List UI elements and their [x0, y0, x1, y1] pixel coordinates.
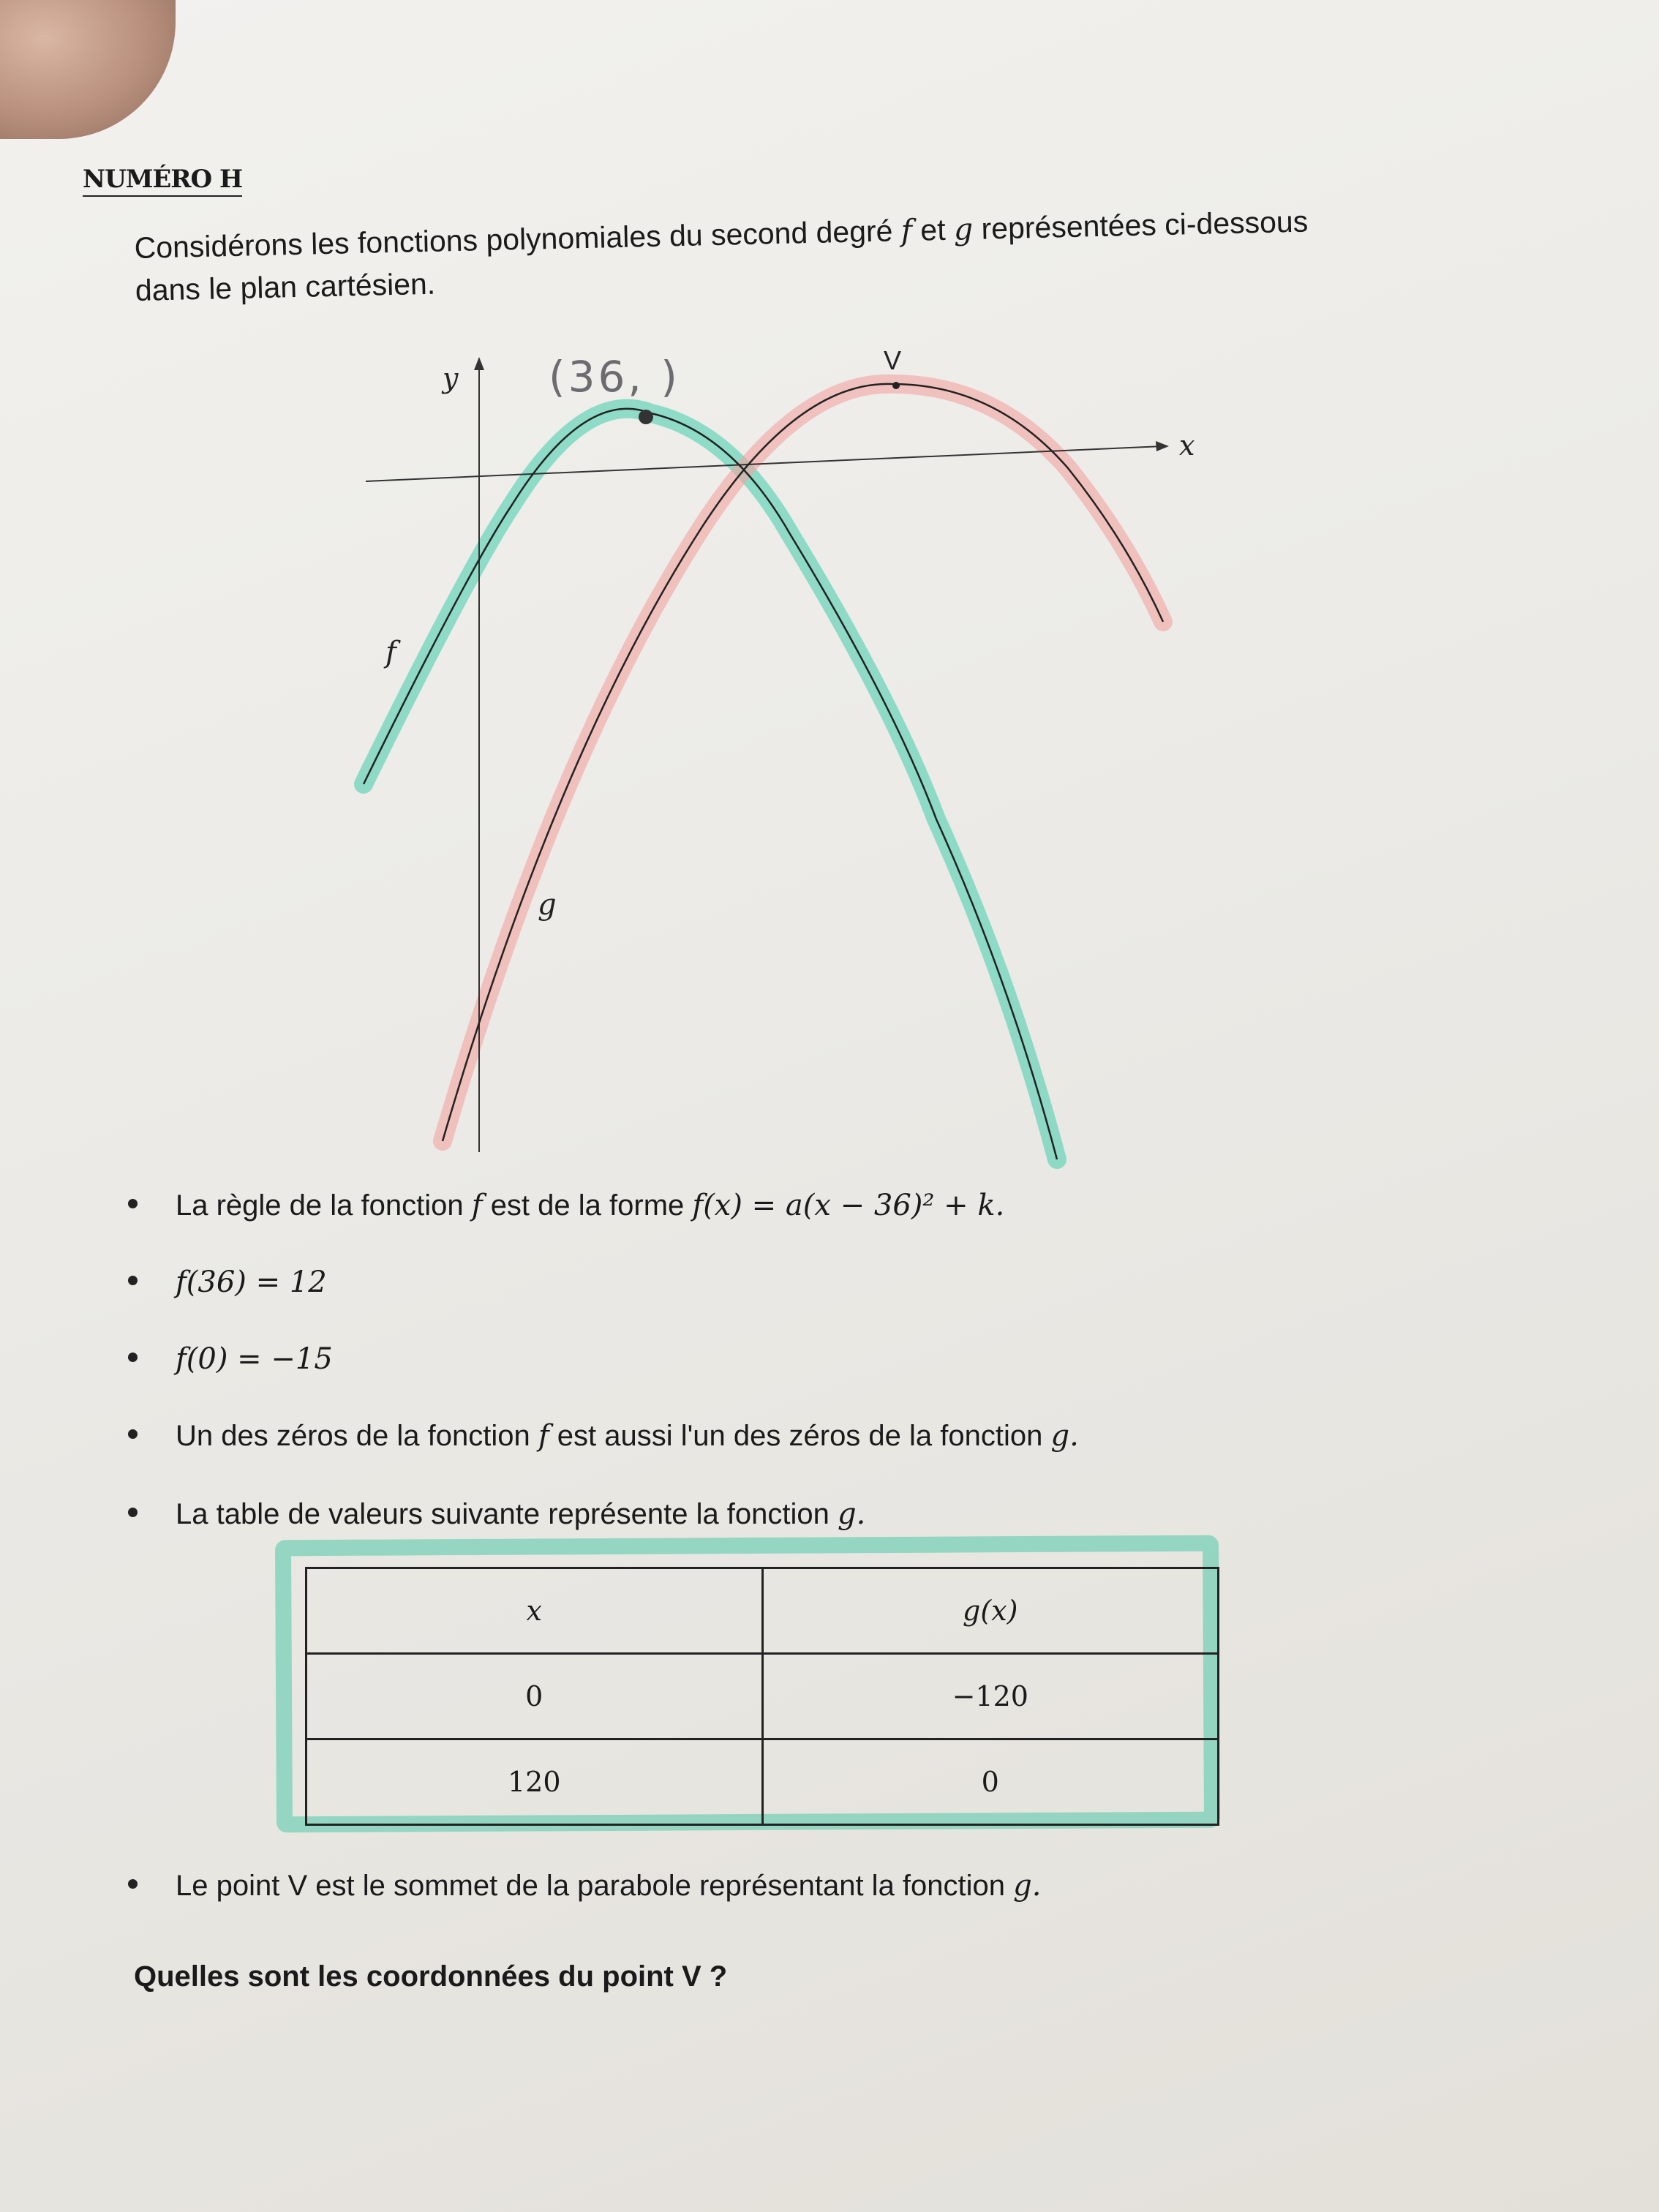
g-highlight: [443, 384, 1163, 1141]
problem-heading: NUMÉRO H: [83, 165, 242, 197]
list-item: [128, 1189, 1004, 1222]
curve-g: [443, 384, 1163, 1141]
bullet-dot: [128, 1508, 138, 1517]
y-axis-arrow: [474, 357, 484, 370]
curve-g-label: g: [538, 888, 557, 922]
bullet-math: f(0) = −15: [176, 1342, 333, 1376]
handwritten-note: (36, ): [549, 352, 680, 402]
table-cell: 0: [306, 1654, 763, 1739]
bullet-math: f: [538, 1419, 549, 1453]
list-item: [128, 1497, 865, 1531]
table-cell: 120: [306, 1739, 763, 1825]
list-item: [128, 1265, 327, 1299]
vertex-v-dot: [892, 382, 900, 389]
intro-g: g: [953, 211, 974, 247]
intro-text-2: représentées ci-dessous: [972, 204, 1309, 246]
intro-text-1: Considérons les fonctions polynomiales du second degré: [134, 214, 902, 265]
intro-f: f: [900, 212, 913, 249]
bullet-math: f(x) = a(x − 36)² + k.: [692, 1189, 1005, 1222]
bullet-dot: [128, 1353, 138, 1362]
values-table: [305, 1567, 1219, 1826]
y-axis-label: y: [443, 362, 459, 394]
x-axis-arrow: [1156, 441, 1169, 451]
bullet-text: est aussi l'un des zéros de la fonction: [557, 1420, 1043, 1452]
table-row: [306, 1739, 1219, 1825]
bullet-dot: [128, 1199, 138, 1208]
question-text: Quelles sont les coordonnées du point V ?: [134, 1960, 728, 1993]
bullet-math: g.: [838, 1497, 866, 1531]
list-item: [128, 1869, 1041, 1903]
cartesian-graph: [0, 315, 1659, 1178]
table-header-x: x: [306, 1568, 763, 1654]
bullet-math: g.: [1050, 1419, 1079, 1453]
bullet-text: La règle de la fonction: [176, 1189, 464, 1222]
bullet-text: Le point V est le sommet de la parabole représentant la fonction: [176, 1870, 1006, 1902]
table-cell: −120: [762, 1654, 1219, 1739]
bullet-dot: [128, 1276, 138, 1285]
bullet-math: f: [471, 1189, 483, 1222]
bullet-text: La table de valeurs suivante représente la fonction: [176, 1498, 830, 1530]
bullet-dot: [128, 1879, 138, 1889]
table-header-gx: g(x): [762, 1568, 1219, 1654]
table-header-row: [306, 1568, 1219, 1654]
intro-et: et: [911, 212, 955, 247]
curve-f-label: f: [385, 636, 396, 669]
bullet-math: g.: [1013, 1869, 1042, 1903]
values-table-block: [282, 1543, 1233, 1836]
table-cell: 0: [762, 1739, 1219, 1825]
list-item: [128, 1419, 1079, 1453]
list-item: [128, 1342, 333, 1376]
intro-line-2: dans le plan cartésien.: [135, 266, 436, 307]
table-row: [306, 1654, 1219, 1739]
bullet-math: f(36) = 12: [176, 1265, 327, 1299]
vertex-v-label: V: [884, 345, 902, 375]
f-vertex-dot: [639, 410, 653, 424]
bullet-text: est de la forme: [490, 1189, 685, 1222]
bullet-text: Un des zéros de la fonction: [176, 1420, 530, 1452]
x-axis-label: x: [1179, 429, 1195, 462]
bullet-dot: [128, 1429, 138, 1439]
intro-paragraph: [134, 197, 1467, 312]
